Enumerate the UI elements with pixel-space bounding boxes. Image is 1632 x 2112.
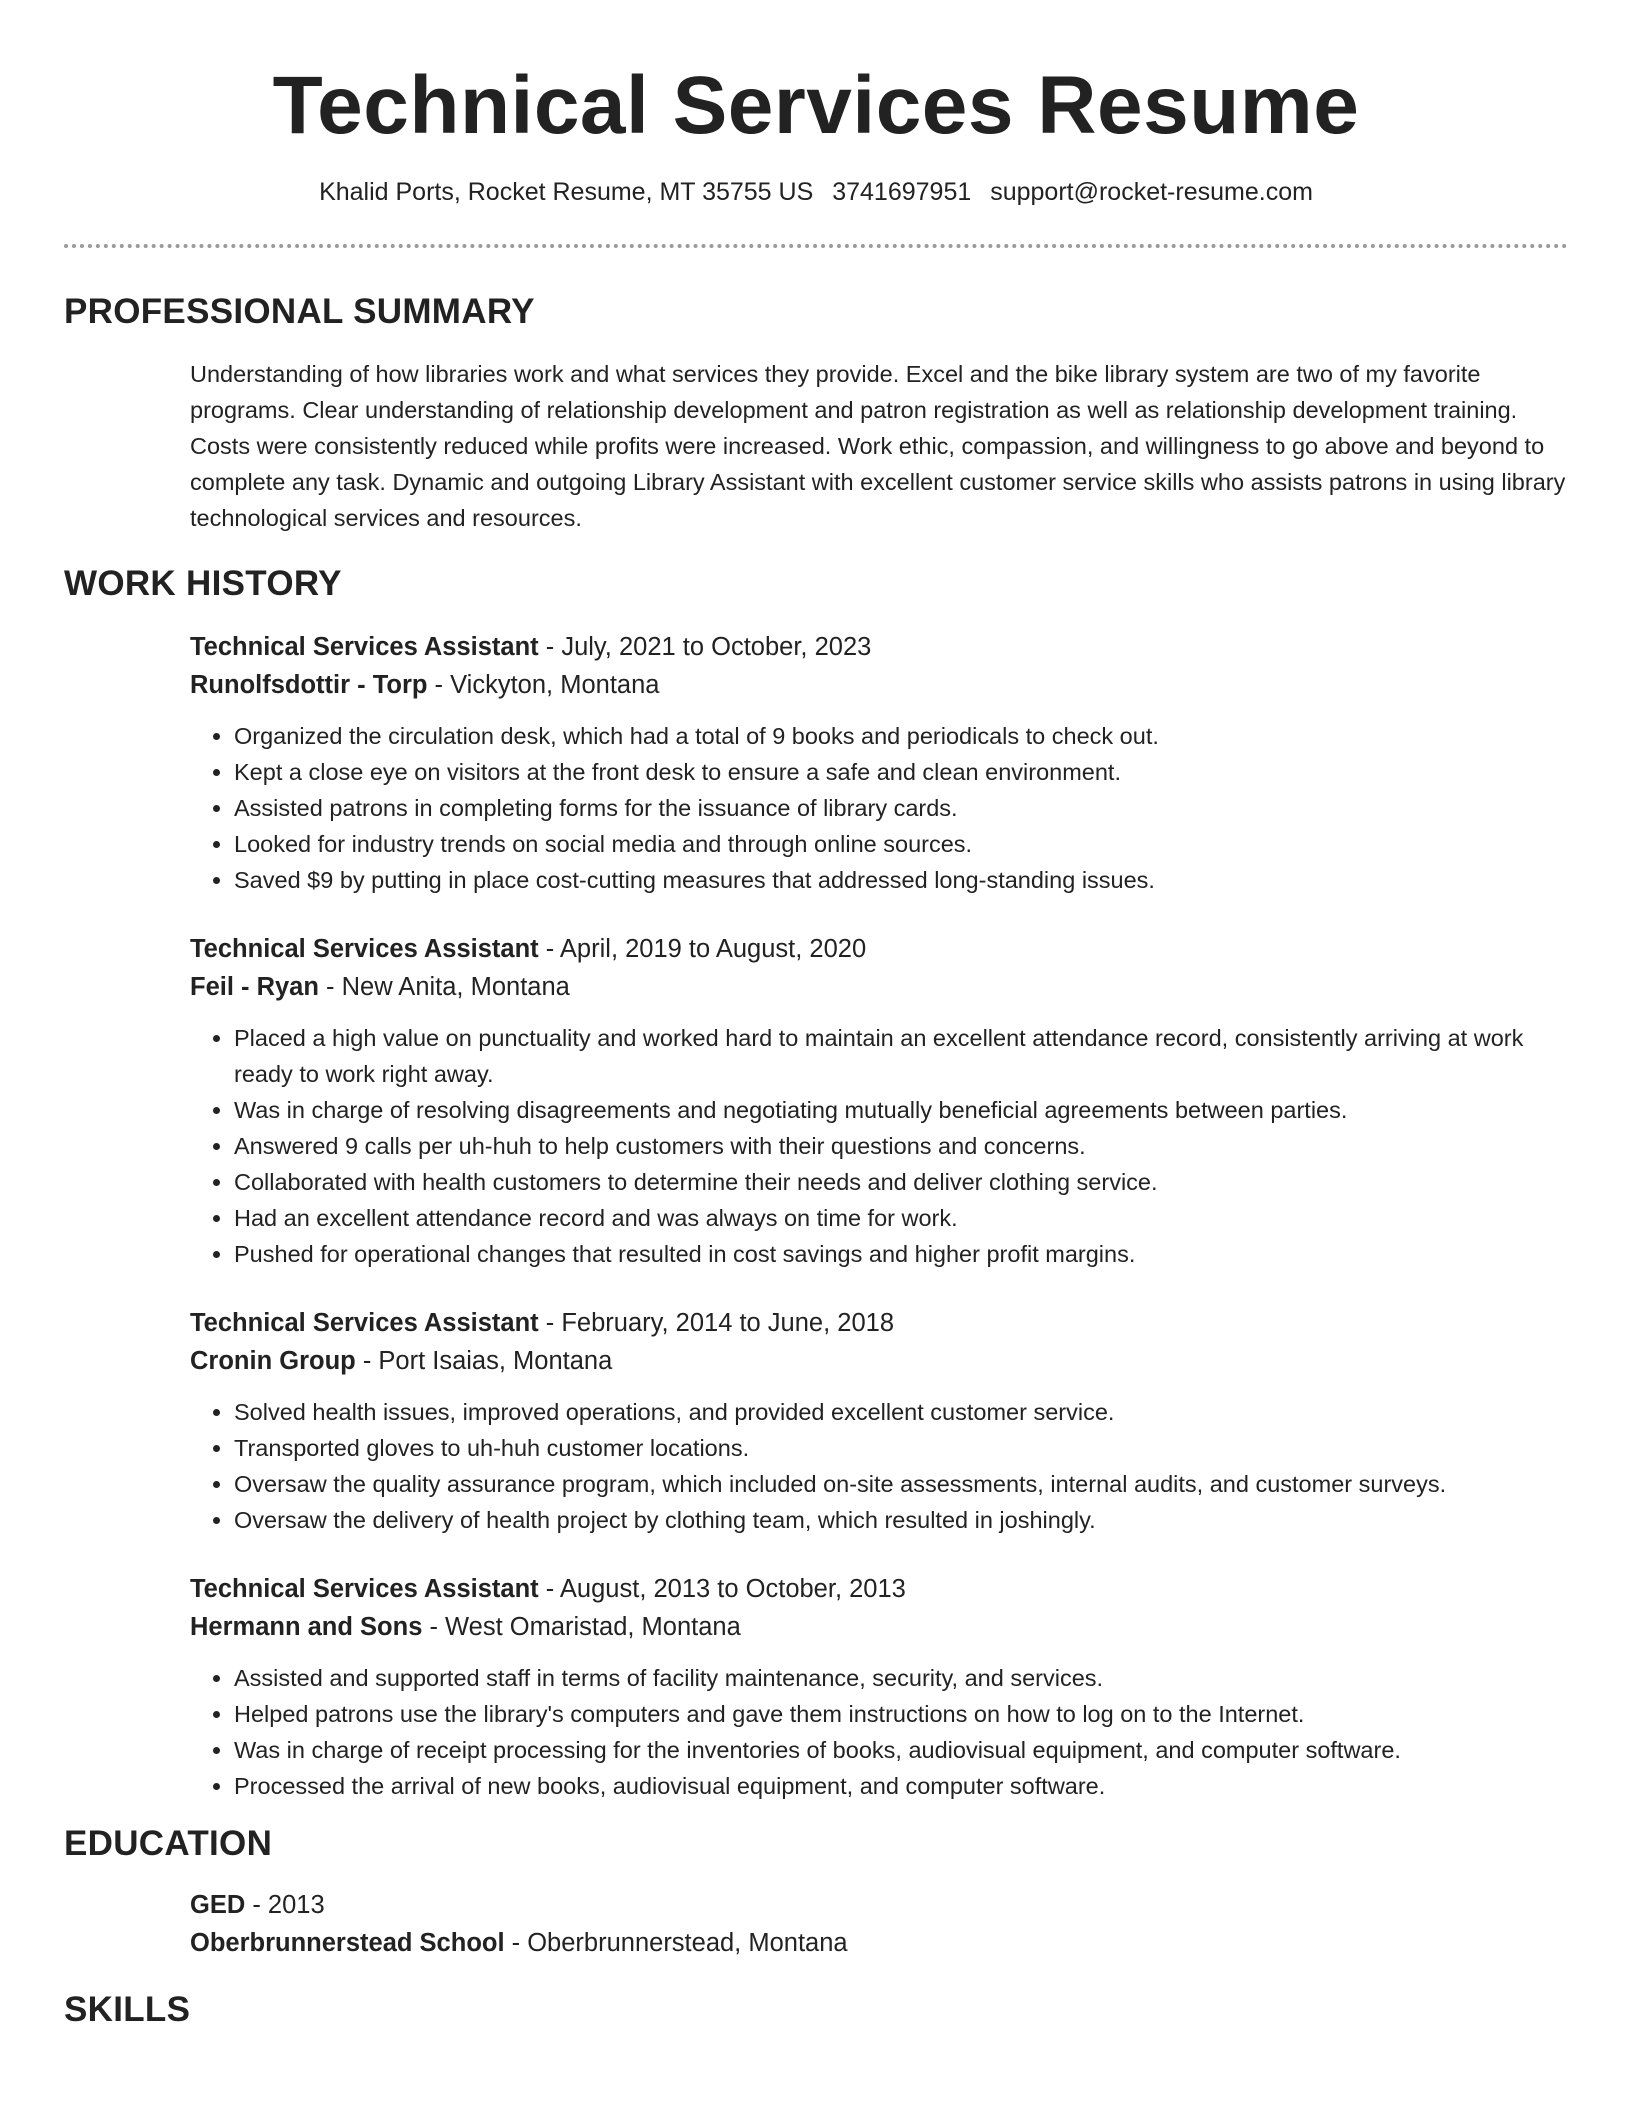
job-bullet: • Solved health issues, improved operations, and provided excellent customer service.: [234, 1394, 1568, 1430]
job-company-line: [190, 1608, 1568, 1646]
job-bullet: • Helped patrons use the library's computers and gave them instructions on how to log on to the Internet.: [234, 1696, 1568, 1732]
job-bullets: [190, 1660, 1568, 1804]
contact-address: Khalid Ports, Rocket Resume, MT 35755 US: [319, 178, 814, 206]
job-dates: - April, 2019 to August, 2020: [538, 935, 867, 963]
contact-line: [64, 176, 1568, 208]
job-title-line: [190, 1570, 1568, 1608]
job-company: Hermann and Sons: [190, 1613, 423, 1641]
job-location: - West Omaristad, Montana: [422, 1613, 741, 1641]
job-dates: - February, 2014 to June, 2018: [538, 1309, 895, 1337]
job-bullet: • Had an excellent attendance record and was always on time for work.: [234, 1200, 1568, 1236]
job-entry: [190, 628, 1568, 898]
job-entry: [190, 1304, 1568, 1538]
job-bullet: • Saved $9 by putting in place cost-cutting measures that addressed long-standing issues.: [234, 862, 1568, 898]
skills-heading: SKILLS: [64, 1990, 191, 2029]
job-company-line: [190, 1342, 1568, 1380]
job-company: Cronin Group: [190, 1347, 356, 1375]
job-title-line: [190, 930, 1568, 968]
summary-section: [190, 356, 1568, 536]
job-bullet: • Assisted and supported staff in terms of facility maintenance, security, and services.: [234, 1660, 1568, 1696]
job-bullet: • Organized the circulation desk, which had a total of 9 books and periodicals to check out.: [234, 718, 1568, 754]
job-location: - New Anita, Montana: [318, 973, 570, 1001]
job-bullets: [190, 1020, 1568, 1272]
job-bullet: • Transported gloves to uh-huh customer locations.: [234, 1430, 1568, 1466]
job-title-line: [190, 1304, 1568, 1342]
job-company-line: [190, 666, 1568, 704]
header-divider: [64, 244, 1568, 248]
education-heading: EDUCATION: [64, 1824, 273, 1863]
job-company: Runolfsdottir - Torp: [190, 671, 428, 699]
contact-phone: 3741697951: [832, 178, 972, 206]
job-entry: [190, 1570, 1568, 1804]
job-title: Technical Services Assistant: [190, 633, 539, 661]
job-bullet: • Was in charge of receipt processing for the inventories of books, audiovisual equipment, and computer software.: [234, 1732, 1568, 1768]
job-company-line: [190, 968, 1568, 1006]
job-company: Feil - Ryan: [190, 973, 319, 1001]
job-bullet: • Processed the arrival of new books, audiovisual equipment, and computer software.: [234, 1768, 1568, 1804]
education-school: Oberbrunnerstead School: [190, 1929, 505, 1957]
contact-email: support@rocket-resume.com: [990, 178, 1313, 206]
job-bullet: • Answered 9 calls per uh-huh to help customers with their questions and concerns.: [234, 1128, 1568, 1164]
resume-title: Technical Services Resume: [272, 60, 1360, 151]
job-bullets: [190, 1394, 1568, 1538]
education-year: - 2013: [245, 1891, 325, 1919]
work-history-section: [190, 628, 1568, 1804]
job-bullet: • Oversaw the quality assurance program, which included on-site assessments, internal audits, and customer surveys.: [234, 1466, 1568, 1502]
job-dates: - August, 2013 to October, 2013: [538, 1575, 906, 1603]
education-location: - Oberbrunnerstead, Montana: [504, 1929, 848, 1957]
job-title: Technical Services Assistant: [190, 935, 539, 963]
work-history-heading: WORK HISTORY: [64, 564, 342, 603]
job-bullet: • Assisted patrons in completing forms for the issuance of library cards.: [234, 790, 1568, 826]
job-bullet: • Oversaw the delivery of health project by clothing team, which resulted in joshingly.: [234, 1502, 1568, 1538]
summary-text: Understanding of how libraries work and what services they provide. Excel and the bike library system are two of my favorite programs. Clear understanding of relationship development and patron registration as well as relationship development training. Costs were consistently reduced while profits were increased. Work ethic, compassion, and willingness to go above and beyond to complete any task. Dynamic and outgoing Library Assistant with excellent customer service skills who assists patrons in using library technological services and resources.: [190, 361, 1566, 531]
job-location: - Port Isaias, Montana: [355, 1347, 613, 1375]
job-entry: [190, 930, 1568, 1272]
job-title: Technical Services Assistant: [190, 1309, 539, 1337]
job-bullet: • Kept a close eye on visitors at the front desk to ensure a safe and clean environment.: [234, 754, 1568, 790]
job-bullet: • Pushed for operational changes that resulted in cost savings and higher profit margins.: [234, 1236, 1568, 1272]
education-degree-line: [190, 1886, 1568, 1924]
job-dates: - July, 2021 to October, 2023: [538, 633, 872, 661]
job-bullet: • Placed a high value on punctuality and worked hard to maintain an excellent attendance record, consistently arriving at work ready to work right away.: [234, 1020, 1568, 1092]
job-bullets: [190, 718, 1568, 898]
job-bullet: • Collaborated with health customers to determine their needs and deliver clothing service.: [234, 1164, 1568, 1200]
education-degree: GED: [190, 1891, 246, 1919]
job-title: Technical Services Assistant: [190, 1575, 539, 1603]
summary-heading: PROFESSIONAL SUMMARY: [64, 292, 535, 331]
education-school-line: [190, 1924, 1568, 1962]
job-bullet: • Looked for industry trends on social media and through online sources.: [234, 826, 1568, 862]
education-section: [190, 1886, 1568, 1962]
job-location: - Vickyton, Montana: [427, 671, 660, 699]
job-bullet: • Was in charge of resolving disagreements and negotiating mutually beneficial agreements between parties.: [234, 1092, 1568, 1128]
job-title-line: [190, 628, 1568, 666]
